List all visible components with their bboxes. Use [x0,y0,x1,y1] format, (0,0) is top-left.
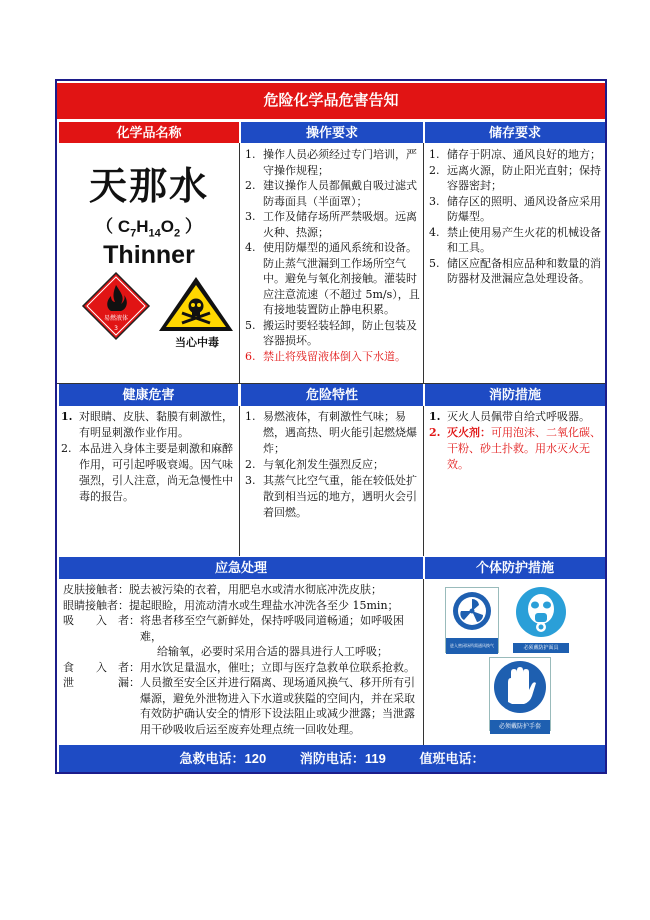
list-item: 3. 工作及储存场所严禁吸烟。远离火种、热源； [245,210,417,239]
emergency-inhale-row-cont: 给输氧，必要时采用合适的器具进行人工呼吸； [157,645,388,658]
chemical-formula: （ $C_7H_{14}O_2$ ） [96,217,202,240]
storage-list [429,147,605,287]
emergency-eye-row: 眼睛接触者： 提起眼睑，用流动清水或生理盐水冲洗各至少 15min； [63,598,399,612]
footer-duty-phone: 值班电话： [419,751,485,766]
list-item: 1. 灭火人员佩带自给式呼吸器。 [429,410,590,423]
list-item: 1. 储存于阴凉、通风良好的地方； [429,148,601,161]
header-fire: 消防措施 [488,387,541,402]
chemical-name-cn: 天那水 [88,164,209,208]
storage-requirements-cell [429,147,605,381]
header-ppe: 个体防护措施 [475,560,554,575]
header-storage-bar [425,122,605,143]
header-health-bar [59,384,238,406]
emergency-ingest-row: 食 入 者： 用水饮足量温水，催吐；立即与医疗急救单位联系抢救。 [63,660,415,674]
footer-first-aid-phone: 急救电话：120 [179,751,267,766]
toxic-warning-icon [157,275,235,333]
chemical-name-cell [59,143,239,383]
header-health: 健康危害 [122,387,175,402]
emergency-skin-row: 皮肤接触者： 脱去被污染的衣着，用肥皂水或清水彻底冲洗皮肤； [63,583,382,596]
list-item: 4. 使用防爆型的通风系统和设备。防止蒸气泄漏到工作场所空气中。避免与氧化剂接触。灌装时应注意流速（不超过 5m/s），且有接地装置防止静电积累。 [245,241,420,316]
list-item: 3. 其蒸气比空气重，能在较低处扩散到相当远的地方，遇明火会引着回燃。 [245,474,417,519]
flammable-liquid-label: 易燃液体 [103,315,129,322]
gas-mask-icon [513,585,569,639]
list-item: 2. 与氧化剂发生强烈反应； [245,458,384,471]
ppe-sign3-caption: 必须戴防护手套 [490,720,550,734]
notice-title-bar [57,83,605,119]
list-item: 4. 禁止使用易产生火花的机械设备和工具。 [429,225,601,254]
header-operation: 操作要求 [305,125,358,140]
header-storage: 储存要求 [488,125,541,140]
list-item: 1. 对眼睛、皮肤、黏膜有刺激性，有明显刺激作业作用。 [61,410,233,439]
ppe-sign1-caption: 进入密闭场所需通风换气 [446,638,498,654]
list-item: 2. 本品进入身体主要是刺激和麻醉作用，可引起呼吸衰竭。因气味强烈，引人注意，尚无急慢性中毒的报告。 [61,442,233,503]
header-hazard-bar [241,384,423,406]
emergency-leak-row: 泄 漏： 人员撤至安全区并进行隔离、现场通风换气、移开所有引爆源，避免外泄物进入下水道或狭隘的空间内，并在采取有效防护确认安全的情形下设法阻止或减少泄露；当泄露用干砂吸收后运至废弃处理点统一回收处理。 [63,676,415,736]
header-emergency: 应急处理 [214,560,267,575]
ppe-ventilation-sign [445,587,499,653]
ppe-sign2-caption: 必须戴防护面具 [513,643,569,653]
ppe-mask-sign [513,585,569,651]
emergency-inhale-row: 吸 入 者： 将患者移至空气新鲜处，保持呼吸同道畅通；如呼吸困难， [63,614,404,643]
fire-fighting-cell [429,409,605,555]
header-ppe-bar [425,557,605,579]
header-hazard: 危险特性 [305,387,358,402]
header-chemical-name: 化学品名称 [116,125,182,140]
list-item: 5. 储区应配备相应品种和数量的消防器材及泄漏应急处理设备。 [429,256,601,285]
emergency-handling-cell [63,582,421,744]
header-emergency-bar [59,557,423,579]
chemical-name-en: Thinner [103,241,195,270]
health-list [61,409,237,505]
hazard-notice-sheet [55,79,607,774]
header-name-bar [59,122,239,143]
list-item: 2. 远离火源，防止阳光直射；保持容器密封； [429,163,601,192]
hazard-characteristics-cell [245,409,421,555]
hazard-list [245,409,421,521]
footer-phone-bar [59,745,605,772]
flammable-class-number: 3 [114,325,118,332]
list-item: 1. 操作人员必须经过专门培训，严守操作规程； [245,148,417,177]
flammable-liquid-icon [81,271,151,341]
header-fire-bar [425,384,605,406]
ppe-cell [425,579,605,745]
list-item: 6. 禁止将残留液体倒入下水道。 [245,349,406,363]
ppe-gloves-sign [489,657,551,731]
list-item: 5. 搬运时要轻装轻卸，防止包装及容器损坏。 [245,318,417,347]
list-item: 2. 建议操作人员都佩戴自吸过滤式防毒面具（半面罩）； [245,179,417,208]
operation-list [245,147,421,364]
list-item: 3. 储存区的照明、通风设备应采用防爆型。 [429,194,601,223]
protective-gloves-icon [490,658,550,716]
ventilation-fan-icon [446,588,498,634]
footer-fire-phone: 消防电话：119 [299,751,386,766]
fire-list [429,409,605,473]
notice-title: 危险化学品危害告知 [263,92,399,109]
list-item: 1. 易燃液体，有刺激性气味；易燃，遇高热、明火能引起燃烧爆炸； [245,410,417,455]
health-hazards-cell [61,409,237,555]
operation-requirements-cell [245,147,421,381]
toxic-warning-caption: 当心中毒 [175,336,219,349]
list-item: 2. 灭火剂：可用泡沫、二氧化碳、干粉、砂土扑救。用水灭火无效。 [429,426,601,471]
header-operation-bar [241,122,423,143]
